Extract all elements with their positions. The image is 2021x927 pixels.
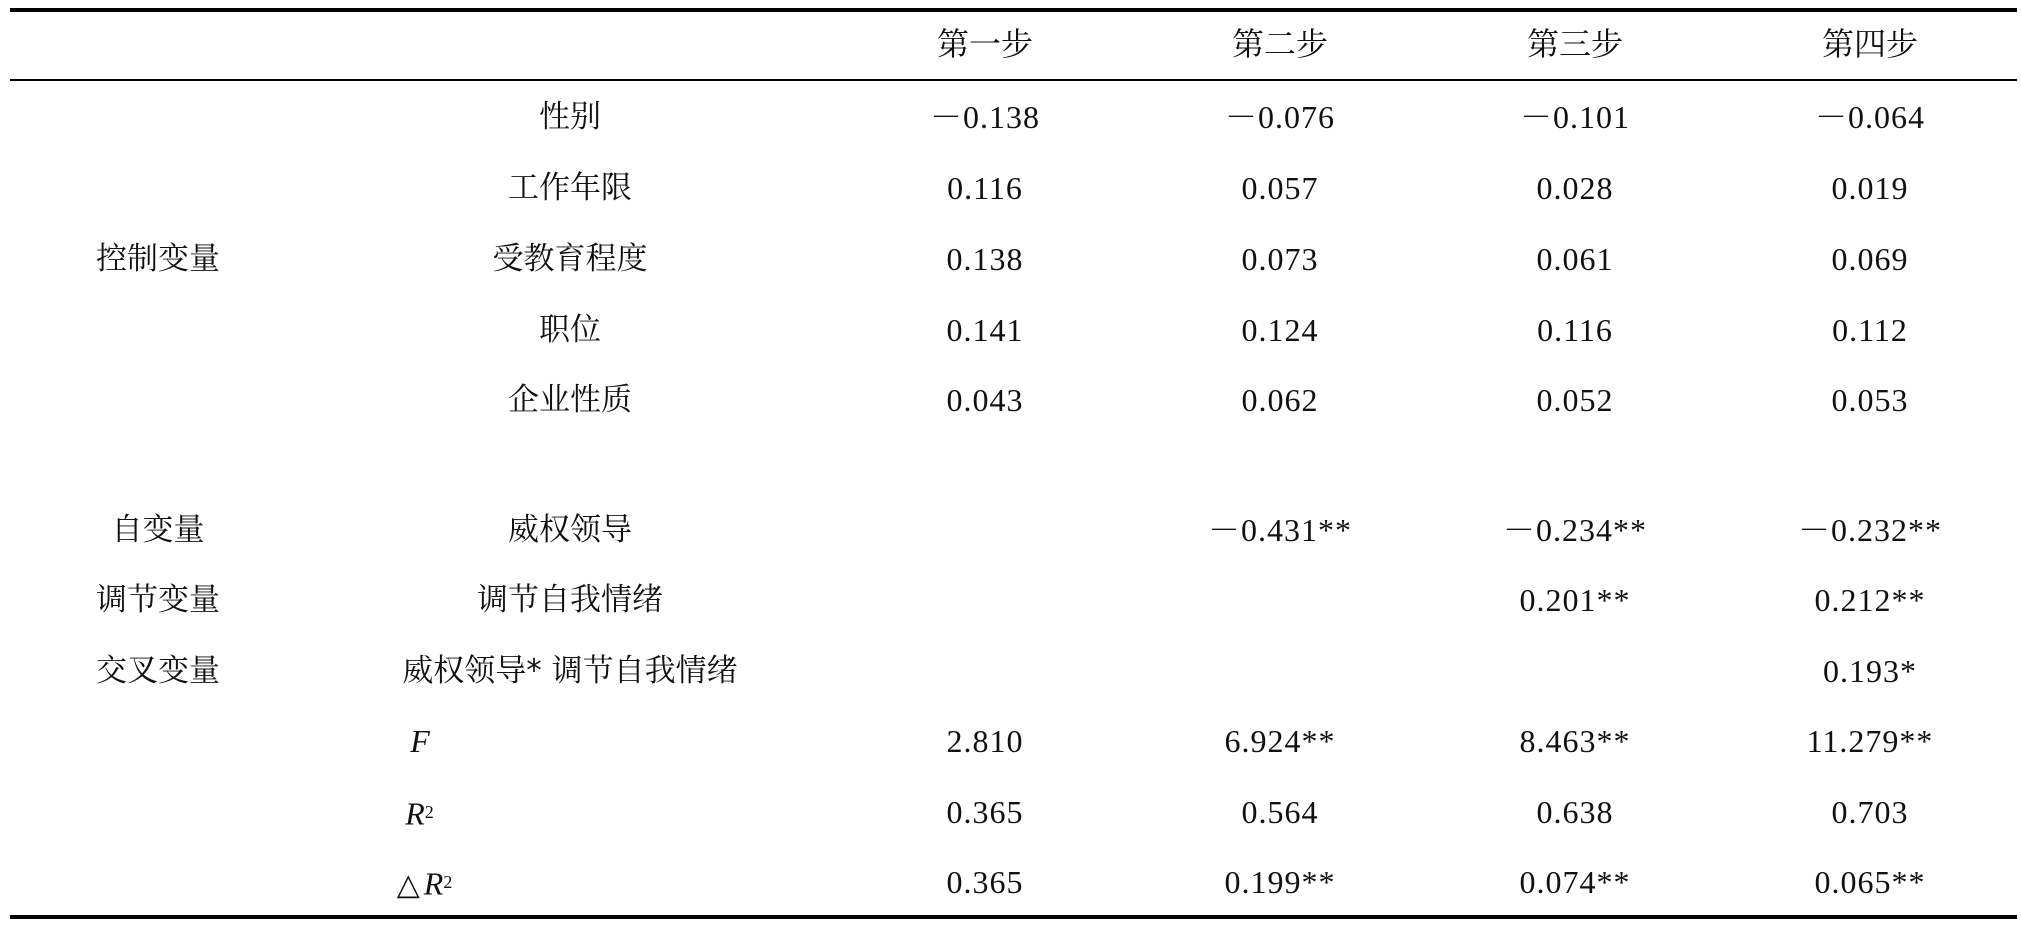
row-label-r-squared <box>370 792 470 832</box>
group-moderator-variable: 调节变量 <box>96 582 220 618</box>
cell-enterprise-type-step-4: 0.053 <box>1831 382 1909 418</box>
cell-emotion-regulation-step-4: 0.212** <box>1814 582 1926 618</box>
cell-r2-step-4: 0.703 <box>1831 794 1909 830</box>
row-label-emotion-regulation: 调节自我情绪 <box>477 582 663 618</box>
cell-interaction-step-4: 0.193* <box>1823 653 1917 689</box>
cell-work-years-step-4: 0.019 <box>1831 170 1909 206</box>
cell-education-step-1: 0.138 <box>946 241 1024 277</box>
cell-education-step-4: 0.069 <box>1831 241 1909 277</box>
row-label-interaction-term: 威权领导* 调节自我情绪 <box>402 653 738 689</box>
row-label-education: 受教育程度 <box>492 241 648 277</box>
row-label-gender: 性别 <box>539 99 601 135</box>
row-label-position: 职位 <box>539 312 601 348</box>
cell-delta-r2-step-3: 0.074** <box>1519 864 1631 900</box>
cell-position-step-2: 0.124 <box>1241 312 1319 348</box>
cell-position-step-1: 0.141 <box>946 312 1024 348</box>
header-step-1: 第一步 <box>936 25 1033 63</box>
group-interaction-variable: 交叉变量 <box>96 653 220 689</box>
header-step-4: 第四步 <box>1821 25 1918 63</box>
cell-delta-r2-step-1: 0.365 <box>946 864 1024 900</box>
row-label-enterprise-type: 企业性质 <box>508 382 632 418</box>
row-label-delta-r-squared <box>370 862 480 902</box>
row-label-f-statistic: F <box>410 723 430 759</box>
cell-work-years-step-3: 0.028 <box>1536 170 1614 206</box>
cell-position-step-4: 0.112 <box>1832 312 1908 348</box>
cell-authoritarian-step-3: －0.234** <box>1502 512 1647 548</box>
row-label-authoritarian-leadership: 威权领导 <box>508 512 632 548</box>
cell-enterprise-type-step-3: 0.052 <box>1536 382 1614 418</box>
cell-emotion-regulation-step-3: 0.201** <box>1519 582 1631 618</box>
cell-gender-step-4: －0.064 <box>1814 99 1925 135</box>
cell-r2-step-1: 0.365 <box>946 794 1024 830</box>
cell-f-step-2: 6.924** <box>1224 723 1336 759</box>
cell-work-years-step-1: 0.116 <box>947 170 1023 206</box>
table-top-rule <box>10 8 2017 12</box>
cell-f-step-4: 11.279** <box>1806 723 1934 759</box>
cell-enterprise-type-step-2: 0.062 <box>1241 382 1319 418</box>
cell-f-step-3: 8.463** <box>1519 723 1631 759</box>
row-label-work-years: 工作年限 <box>508 170 632 206</box>
cell-delta-r2-step-4: 0.065** <box>1814 864 1926 900</box>
group-control-variables: 控制变量 <box>96 241 220 277</box>
cell-enterprise-type-step-1: 0.043 <box>946 382 1024 418</box>
header-step-3: 第三步 <box>1526 25 1623 63</box>
delta-r-symbol: R <box>423 865 444 902</box>
cell-delta-r2-step-2: 0.199** <box>1224 864 1336 900</box>
cell-f-step-1: 2.810 <box>946 723 1024 759</box>
cell-authoritarian-step-4: －0.232** <box>1797 512 1942 548</box>
cell-gender-step-3: －0.101 <box>1519 99 1630 135</box>
cell-r2-step-3: 0.638 <box>1536 794 1614 830</box>
table-header-rule <box>10 79 2017 81</box>
cell-position-step-3: 0.116 <box>1537 312 1613 348</box>
cell-education-step-3: 0.061 <box>1536 241 1614 277</box>
cell-authoritarian-step-2: －0.431** <box>1207 512 1352 548</box>
r-symbol: R <box>405 795 425 832</box>
cell-r2-step-2: 0.564 <box>1241 794 1319 830</box>
group-independent-variable: 自变量 <box>111 512 205 548</box>
delta-r-superscript: 2 <box>443 872 454 892</box>
table-bottom-rule <box>10 915 2017 919</box>
r-superscript: 2 <box>424 802 435 822</box>
cell-gender-step-2: －0.076 <box>1224 99 1335 135</box>
header-step-2: 第二步 <box>1231 25 1328 63</box>
delta-triangle-icon: △ <box>396 867 420 903</box>
cell-gender-step-1: －0.138 <box>929 99 1040 135</box>
cell-work-years-step-2: 0.057 <box>1241 170 1319 206</box>
cell-education-step-2: 0.073 <box>1241 241 1319 277</box>
